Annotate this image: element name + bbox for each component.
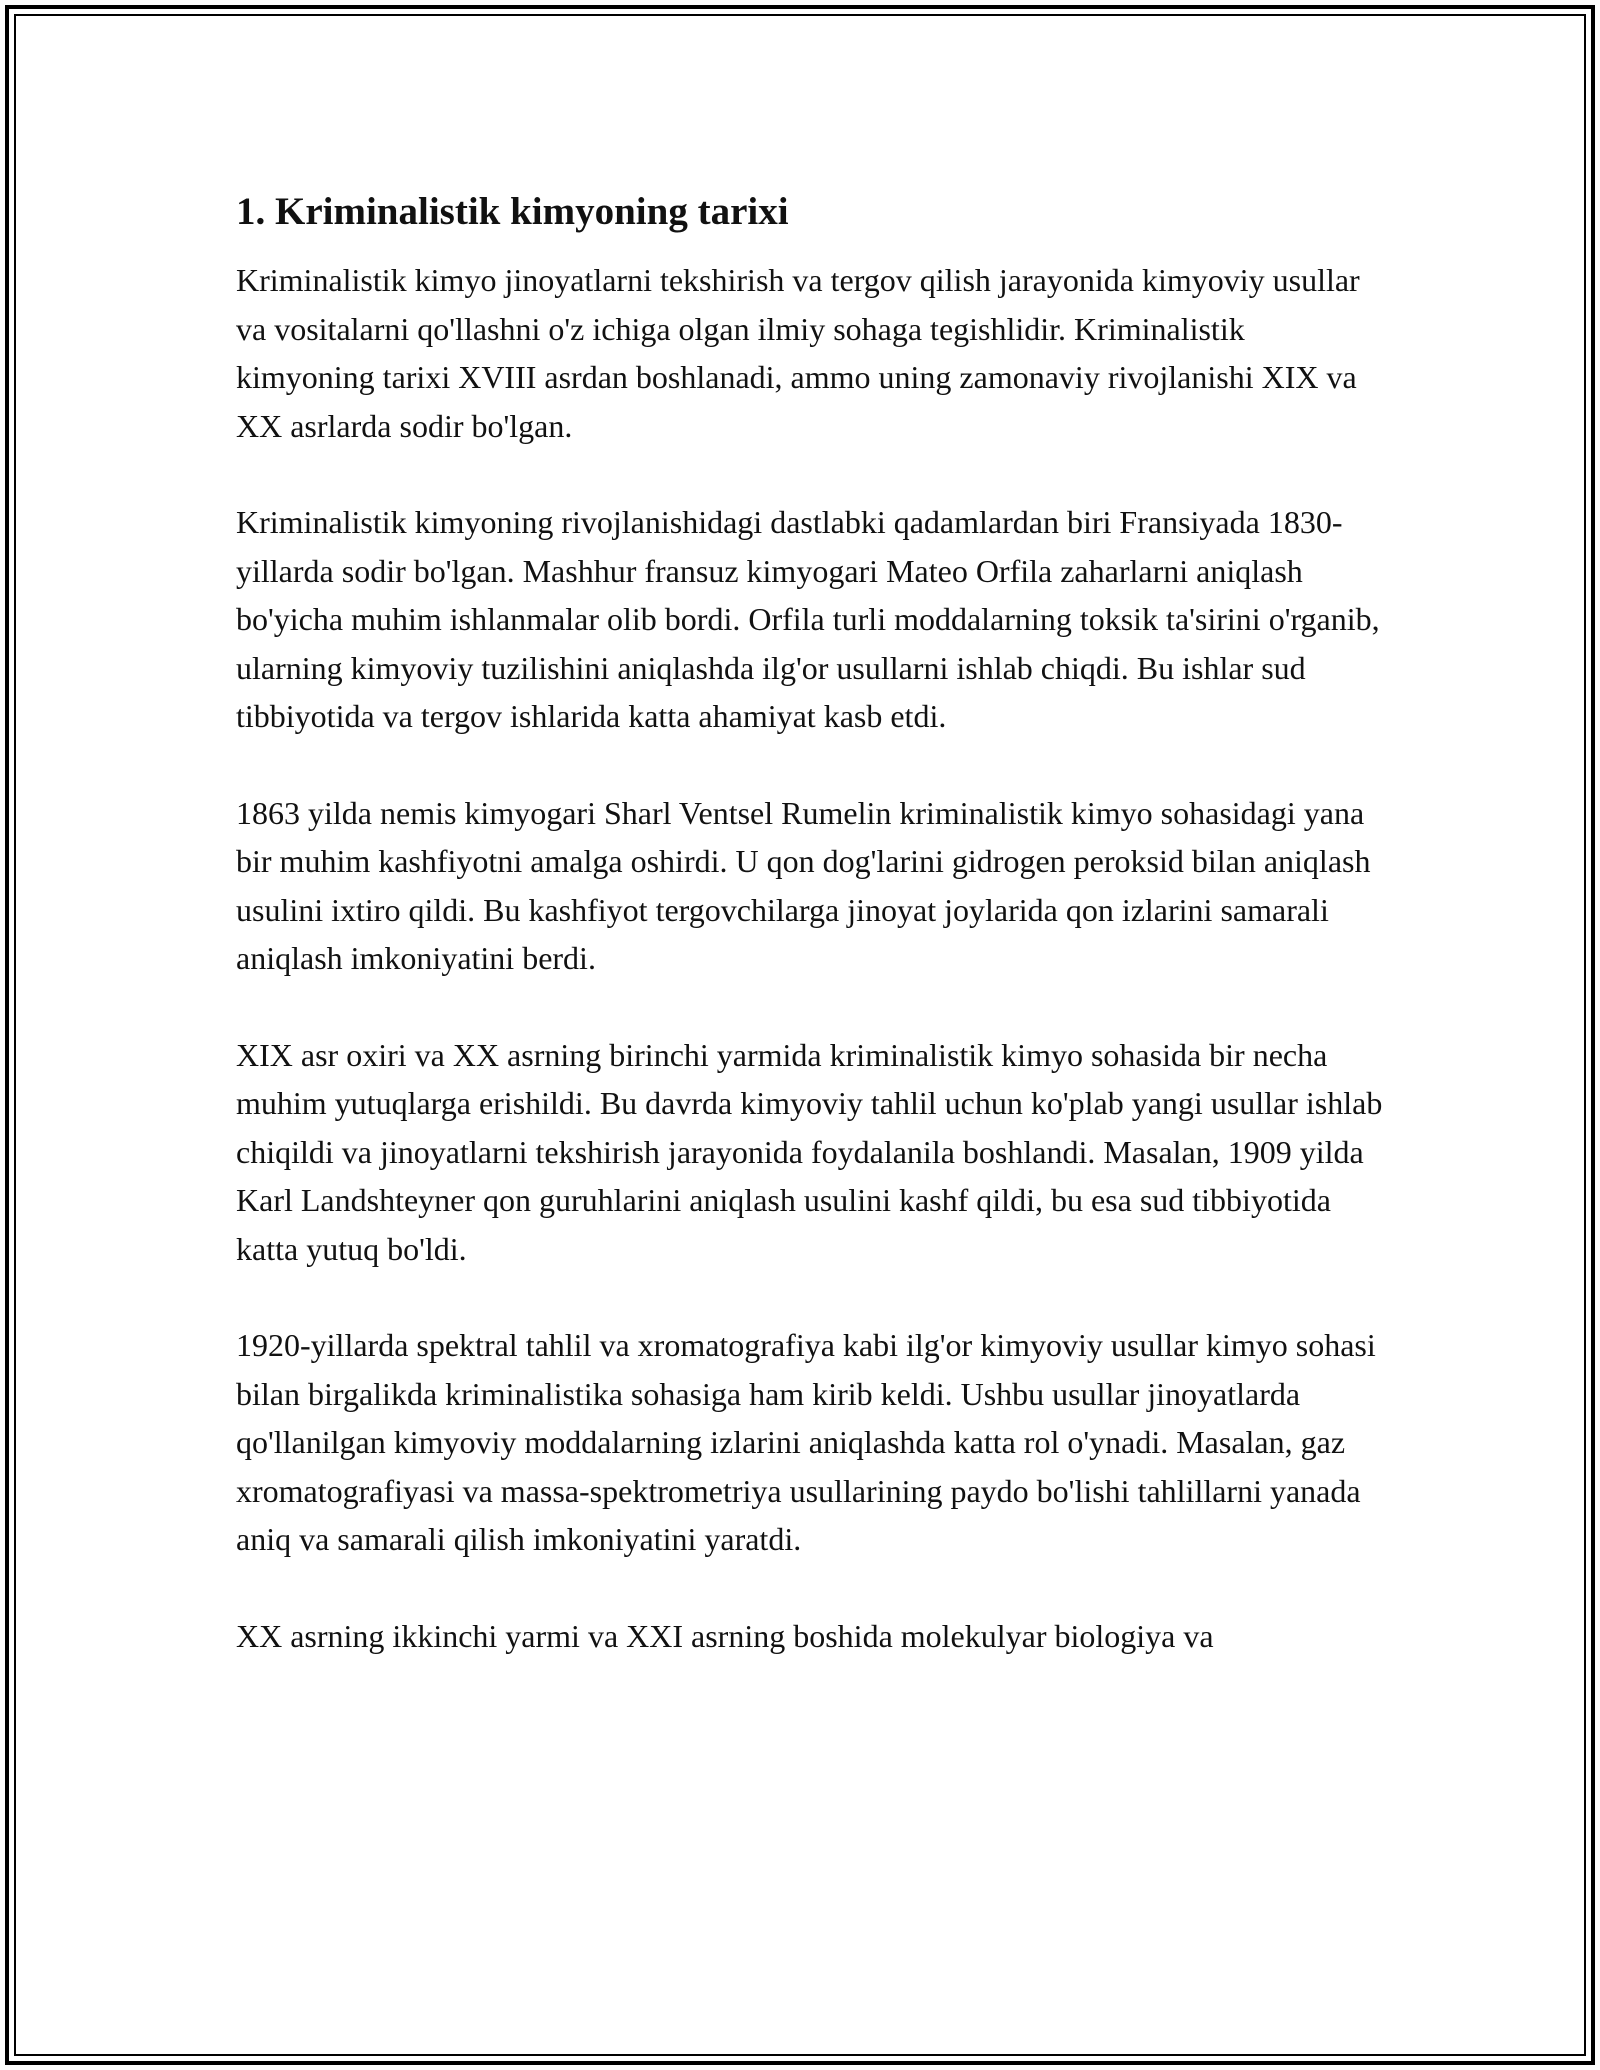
paragraph-3: 1863 yilda nemis kimyogari Sharl Ventsel Rumelin kriminalistik kimyo sohasidagi yana bir muhim kashfiyotni amalga oshirdi. U qon dog'larini gidrogen peroksid bilan aniqlash usulini ixtiro qildi. Bu kashfiyot tergovchilarga jinoyat joylarida qon izlarini samarali aniqlash imkoniyatini berdi. <box>236 794 1371 976</box>
paragraph-2: Kriminalistik kimyoning rivojlanishidagi dastlabki qadamlardan biri Fransiyada 1830-yillarda sodir bo'lgan. Mashhur fransuz kimyogari Mateo Orfila zaharlarni aniqlash bo'yicha muhim ishlanmalar olib bordi. Orfila turli moddalarning toksik ta'sirini o'rganib, ularning kimyoviy tuzilishini aniqlashda ilg'or usullarni ishlab chiqdi. Bu ishlar sud tibbiyotida va tergov ishlarida katta ahamiyat kasb etdi. <box>236 504 1380 734</box>
section-heading: 1. Kriminalistik kimyoning tarixi <box>236 190 789 233</box>
paragraph-6: XX asrning ikkinchi yarmi va XXI asrning boshida molekulyar biologiya va <box>236 1617 1214 1654</box>
paragraph-1: Kriminalistik kimyo jinoyatlarni tekshirish va tergov qilish jarayonida kimyoviy usullar va vositalarni qo'llashni o'z ichiga olgan ilmiy sohaga tegishlidir. Kriminalistik kimyoning tarixi XVIII asrdan boshlanadi, ammo uning zamonaviy rivojlanishi XIX va XX asrlarda sodir bo'lgan. <box>236 262 1360 444</box>
document-body <box>236 188 1386 1708</box>
paragraph-4: XIX asr oxiri va XX asrning birinchi yarmida kriminalistik kimyo sohasida bir necha muhim yutuqlarga erishildi. Bu davrda kimyoviy tahlil uchun ko'plab yangi usullar ishlab chiqildi va jinoyatlarni tekshirish jarayonida foydalanila boshlandi. Masalan, 1909 yilda Karl Landshteyner qon guruhlarini aniqlash usulini kashf qildi, bu esa sud tibbiyotida katta yutuq bo'ldi. <box>236 1036 1383 1267</box>
paragraph-5: 1920-yillarda spektral tahlil va xromatografiya kabi ilg'or kimyoviy usullar kimyo sohasi bilan birgalikda kriminalistika sohasiga ham kirib keldi. Ushbu usullar jinoyatlarda qo'llanilgan kimyoviy moddalarning izlarini aniqlashda katta rol o'ynadi. Masalan, gaz xromatografiyasi va massa-spektrometriya usullarining paydo bo'lishi tahlillarni yanada aniq va samarali qilish imkoniyatini yaratdi. <box>236 1327 1376 1557</box>
